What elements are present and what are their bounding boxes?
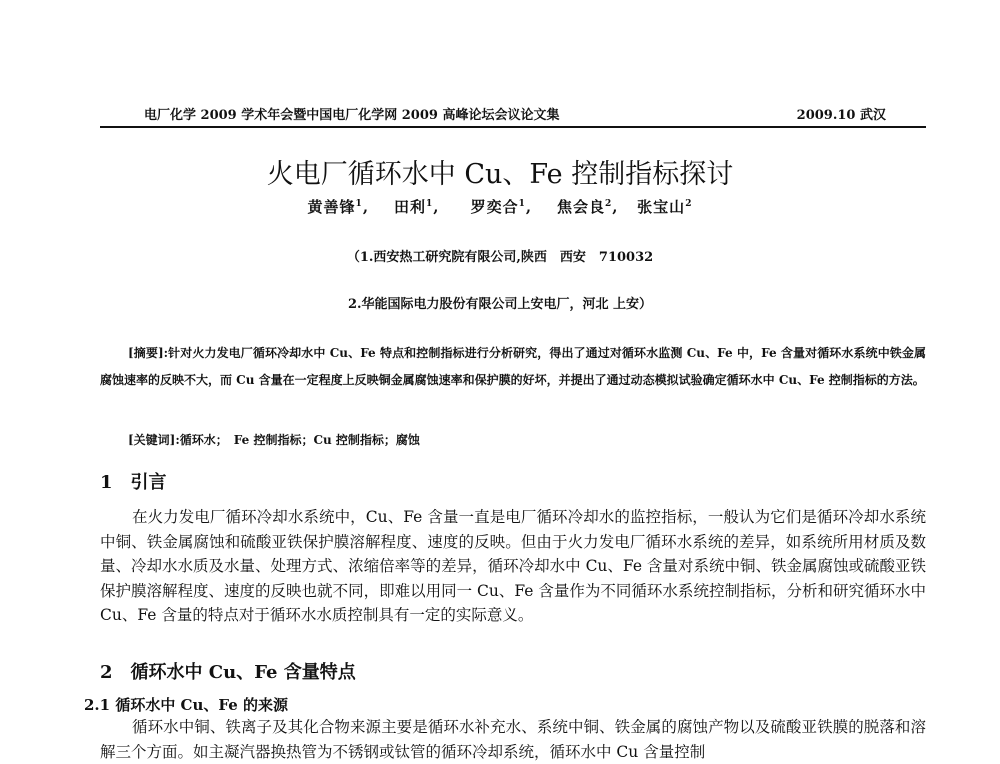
header-rule xyxy=(100,126,926,128)
header-proceedings: 电厂化学 2009 学术年会暨中国电厂化学网 2009 高峰论坛会议论文集 xyxy=(144,108,560,123)
author: 张宝山$^2$ xyxy=(637,198,693,216)
paper-title: 火电厂循环水中 Cu、Fe 控制指标探讨 xyxy=(266,159,734,190)
section-1-heading: 1 引言 xyxy=(100,472,167,493)
keywords: [关键词]:循环水； Fe 控制指标；Cu 控制指标；腐蚀 xyxy=(128,433,420,447)
running-header xyxy=(100,104,926,126)
affiliation-2: 2.华能国际电力股份有限公司上安电厂，河北 上安） xyxy=(347,297,653,312)
affiliation-1: （1.西安热工研究院有限公司,陕西 西安 710032 xyxy=(346,250,654,265)
abstract: [摘要]:针对火力发电厂循环冷却水中 Cu、Fe 特点和控制指标进行分析研究，得出了通过对循环水监测 Cu、Fe 中，Fe 含量对循环水系统中铁金属腐蚀速率的反映不大，而 Cu 含量在一定程度上反映铜金属腐蚀速率和保护膜的好坏，并提出了通过动态模拟试验确定循环水中 Cu、Fe 控制指标的方法。 xyxy=(100,346,926,387)
section-2-1-paragraph: 循环水中铜、铁离子及其化合物来源主要是循环水补充水、系统中铜、铁金属的腐蚀产物以及硫酸亚铁膜的脱落和溶解三个方面。如主凝汽器换热管为不锈钢或钛管的循环冷却系统，循环水中 Cu 含量控制 xyxy=(100,718,926,761)
author: 黄善锋$^1$, xyxy=(307,198,370,216)
author-list xyxy=(0,196,1000,217)
author: 焦会良$^2$, xyxy=(556,198,619,216)
section-2-heading: 2 循环水中 Cu、Fe 含量特点 xyxy=(100,662,356,683)
header-date-place: 2009.10 武汉 xyxy=(796,108,886,123)
author: 田利$^1$, xyxy=(393,198,440,216)
section-1-paragraph: 在火力发电厂循环冷却水系统中，Cu、Fe 含量一直是电厂循环冷却水的监控指标，一般认为它们是循环冷却水系统中铜、铁金属腐蚀和硫酸亚铁保护膜溶解程度、速度的反映。但由于火力发电厂循环水系统的差异，如系统所用材质及数量、冷却水水质及水量、处理方式、浓缩倍率等的差异，循环冷却水中 Cu、Fe 含量对系统中铜、铁金属腐蚀或硫酸亚铁保护膜溶解程度、速度的反映也就不同，即难以用同一 Cu、Fe 含量作为不同循环水系统控制指标，分析和研究循环水中 Cu、Fe 含量的特点对于循环水水质控制具有一定的实际意义。 xyxy=(100,508,926,625)
author: 罗奕合$^1$, xyxy=(470,198,533,216)
section-2-1-heading: 2.1 循环水中 Cu、Fe 的来源 xyxy=(84,696,288,714)
